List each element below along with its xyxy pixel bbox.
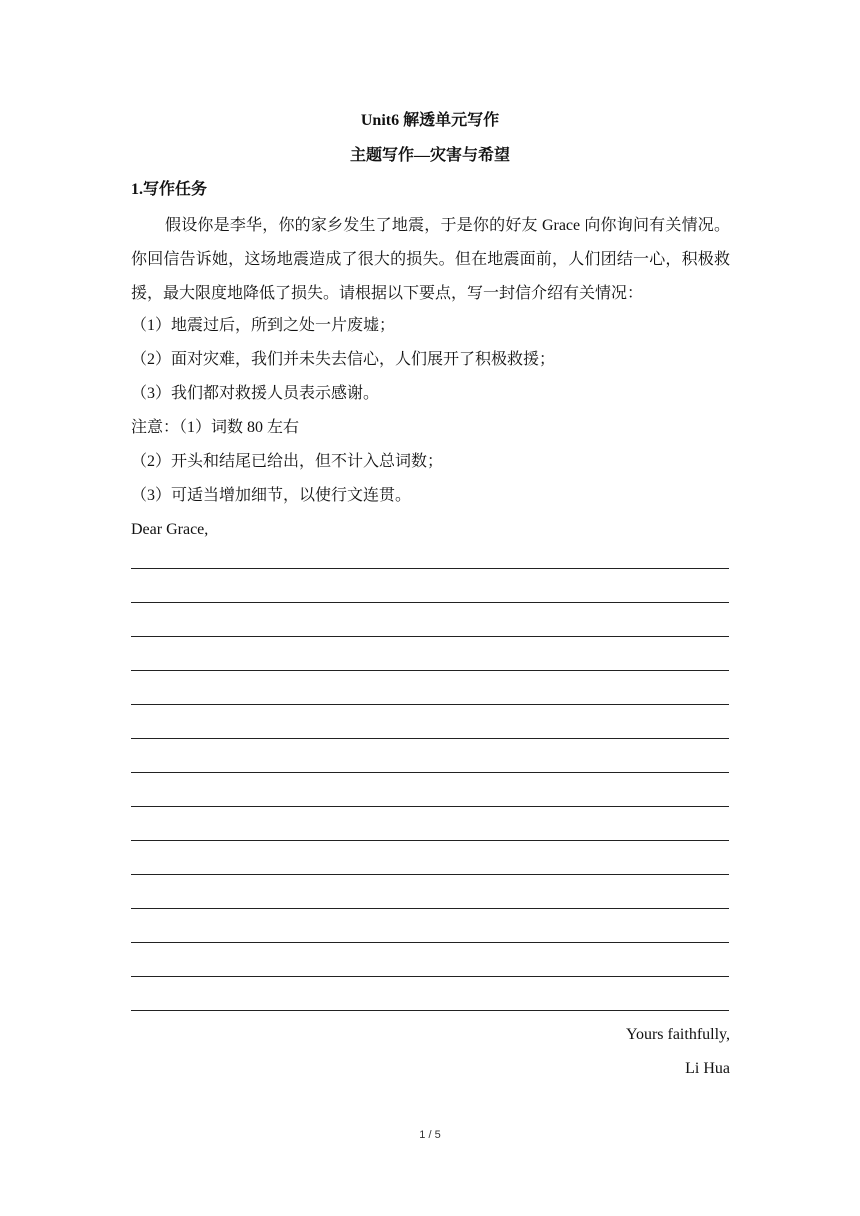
page-number: 1 / 5 (419, 1129, 441, 1141)
answer-line[interactable] (131, 670, 729, 671)
document-title: Unit6 解透单元写作 (360, 112, 500, 129)
answer-line[interactable] (131, 806, 729, 807)
answer-line[interactable] (131, 772, 729, 773)
answer-line[interactable] (131, 568, 729, 569)
note-3: （3）可适当增加细节，以使行文连贯。 (131, 487, 412, 504)
letter-closing: Yours faithfully, (625, 1026, 730, 1043)
answer-line[interactable] (131, 976, 729, 977)
section-heading-writing-task: 1.写作任务 (131, 181, 208, 198)
letter-signature: Li Hua (685, 1060, 730, 1077)
task-point-1: （1）地震过后，所到之处一片废墟； (131, 317, 396, 334)
letter-greeting: Dear Grace, (131, 521, 209, 538)
note-2: （2）开头和结尾已给出，但不计入总词数； (131, 453, 444, 470)
answer-line[interactable] (131, 1010, 729, 1011)
answer-line[interactable] (131, 738, 729, 739)
answer-line[interactable] (131, 874, 729, 875)
task-paragraph: 假设你是李华，你的家乡发生了地震，于是你的好友 Grace 向你询问有关情况。你回信告诉她，这场地震造成了很大的损失。但在地震面前，人们团结一心，积极救援，最大限度地降低了损失。请根据以下要点，写一封信介绍有关情况： (131, 217, 730, 302)
answer-line[interactable] (131, 908, 729, 909)
document-subtitle: 主题写作—灾害与希望 (349, 147, 510, 164)
answer-line[interactable] (131, 636, 729, 637)
task-point-2: （2）面对灾难，我们并未失去信心，人们展开了积极救援； (131, 351, 556, 368)
note-1: 注意：（1）词数 80 左右 (131, 419, 300, 436)
answer-line[interactable] (131, 942, 729, 943)
answer-line[interactable] (131, 602, 729, 603)
task-point-3: （3）我们都对救援人员表示感谢。 (131, 385, 380, 402)
answer-line[interactable] (131, 704, 729, 705)
answer-line[interactable] (131, 840, 729, 841)
